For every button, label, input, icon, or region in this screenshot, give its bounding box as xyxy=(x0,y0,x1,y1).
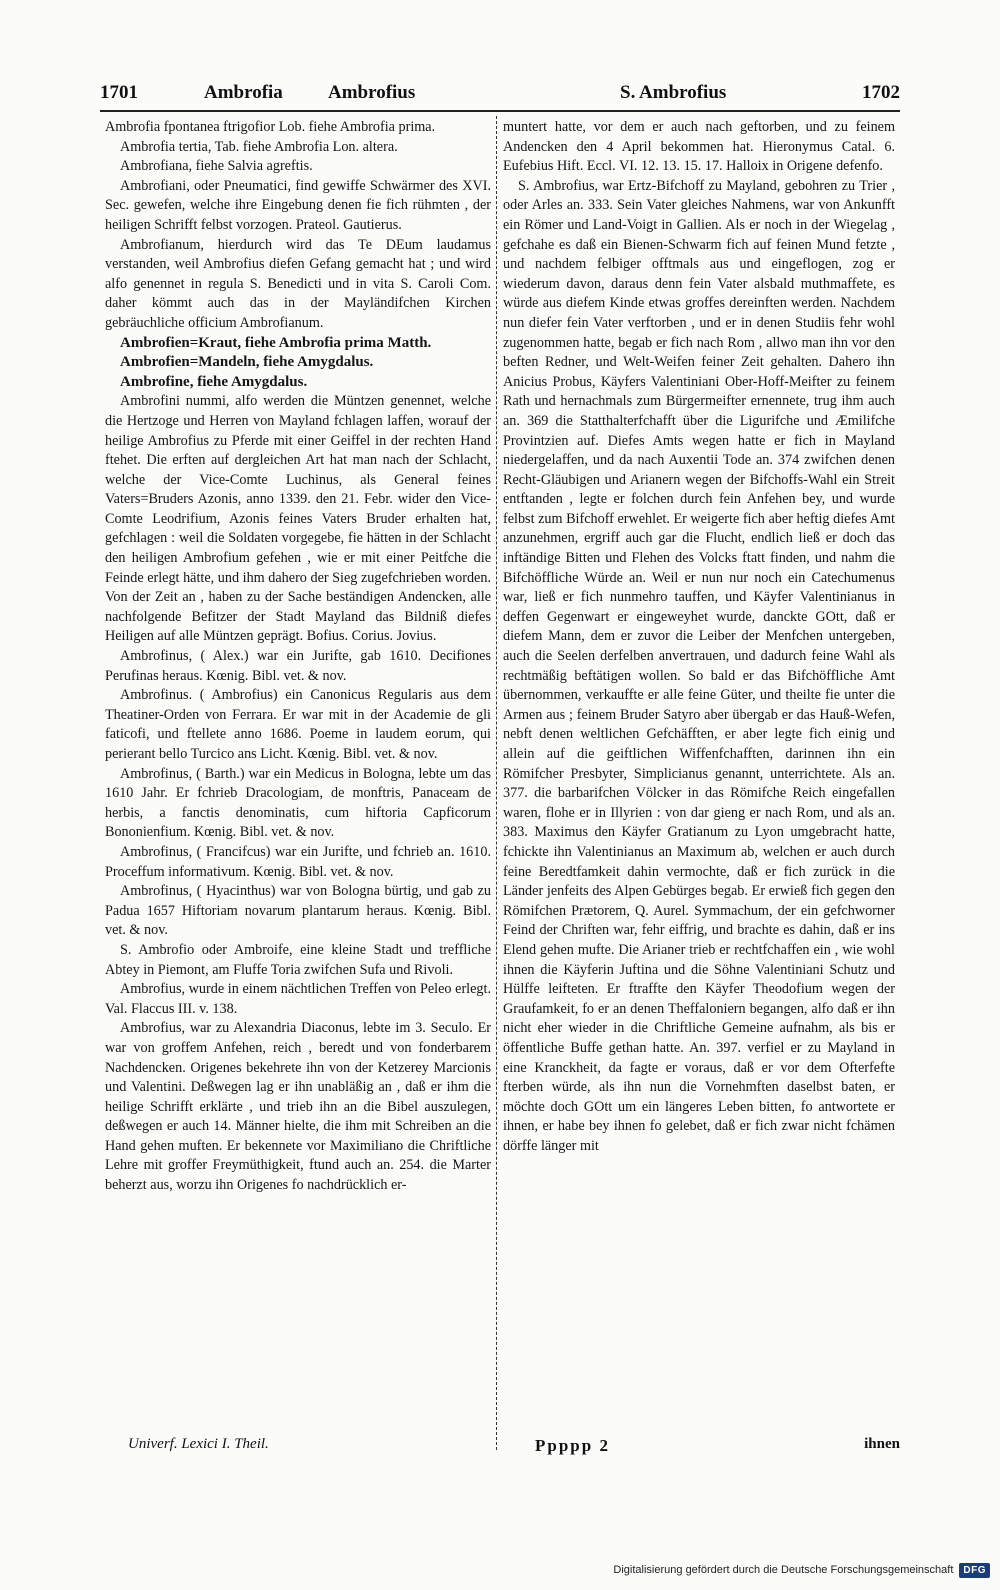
entry-paragraph: Ambrofia fpontanea ftrigofior Lob. fiehe Ambrofia prima. xyxy=(105,119,436,135)
entry-paragraph: S. Ambrofius, war Ertz-Bifchoff zu Mayland, gebohren zu Trier , oder Arles an. 333. Sein Vater gleiches Nahmens, war von Ankunfft ein Römer und Land-Voigt in Gallien. Als er noch in der Wiegelag , gefchahe es daß ein Bienen-Schwarm fich auf feinen Mund fetzte , und nachdem felbiger offtmals aus und eingeflogen, zog er wiederum davon, daraus denn fein Vater alsbald muthmaffete, es würde aus diefem Kinde etwas groffes dereinften werden. Nachdem nun diefer fein Vater verftorben , und er in denen Studiis fehr wohl zugenommen hatte, begab er fich nach Rom , allwo man ihn vor den beften Redner, und Welt-Weifen feiner Zeit gehalten. Dahero ihn Anicius Probus, Käyfers Valentiniani Ober-Hoff-Meifter zu feinem Rath und hernachmals zum Bürgermeifter ernennete, trug ihm auch an. 369 die Statthalterfchafft über die Ligurifche und Æmilifche Provintzien auf. Diefes Amts wegen hatte er fich in Mayland niedergelaffen, und da nach Auxentii Tode an. 374 zwifchen denen Recht-Gläubigen und Arianern wegen der Bifchoffs-Wahl ein Streit entftanden , legte er folchen durch fein Anfehen bey, und wurde felbst zum Bifchoff erwehlet. Er weigerte fich aber heftig diefes Amt anzunehmen, ergriff auch gar die Flucht, endlich ließ er doch das inftändige Bitten und Flehen des Volcks ftatt finden, und nahm die Bifchöffliche Würde an. Weil er nun nur noch ein Catechumenus war, ließ er fich nunmehro tauffen, und Käyfer Valentinianus in deffen Gegenwart er eingeweyhet wurde, danckte GOtt, daß er diefem Mann, dem er zuvor die Leiber der Menfchen untergeben, auch die Seelen derfelben anvertrauen, und dadurch feine Wahl als rechtmäßig beftätigen wollen. So bald er das Bifchöffliche Amt übernommen, verkauffte er alle feine Güter, und theilte fie unter die Armen aus ; feinem Bruder Satyro aber übergab er das Hauß-Wefen, nebft denen weltlichen Gefchäfften, er aber legte fich einig und allein auf die geiftlichen Wiffenfchafften, darinnen ihn ein Römifcher Presbyter, Simplicianus genannt, unterrichtete. Als an. 377. die barbarifchen Völcker in das Römifche Reich eingefallen waren, flohe er in Illyrien : von dar gieng er nach Rom, und als an. 383. Maximus den Käyfer Gratianum zu Lyon umgebracht hatte, fchickte ihn Valentinianus an Maximum ab, welchen er auch durch feine Beredtfamkeit dahin vermochte, daß er fich zurück in die Länder jenfeits des Alpen Gebürges begab. Er erwieß fich gegen den Römifchen Prætorem, Q. Aurel. Symmachum, der ein gefchworner Feind der Chriften war, fehr eiffrig, und brachte es dahin, daß er ins Elend gehen mufte. Die Arianer trieb er rechtfchaffen ein , wie wohl ihnen die Käyferin Juftina und die Söhne Valentiniani Schutz und Hülffe leifteten. Er ftraffte den Käyfer Theodofium wegen der Graufamkeit, fo er an denen Theffaloniern begangen, alfo daß er ihn nicht eher wieder in die Chriftliche Gemeine aufnahm, als bis er öffentliche Buffe gethan hatte. An. 397. verfiel er zu Mayland in eine Kranckheit, da fagte er voraus, daß er vor dem Ofterfefte fterben würde, als ihn nun die Vornehmften daselbst baten, er möchte doch GOtt um ein längeres Leben bitten, fo antwortete er ihnen, er habe bey ihnen fo gelebet, daß er fich zwar nicht fchämen dörffe länger mit xyxy=(503,177,895,1154)
header-rule xyxy=(100,110,900,112)
credit-text: Digitalisierung gefördert durch die Deutsche Forschungsgemeinschaft xyxy=(613,1564,954,1576)
entry-paragraph: S. Ambrofio oder Ambroife, eine kleine Stadt und treffliche Abtey in Piemont, am Fluffe Toria zwifchen Sufa und Rivoli. xyxy=(105,941,491,978)
header-keyword-2: Ambrofius xyxy=(328,82,416,103)
dfg-logo: DFG xyxy=(959,1563,990,1578)
entry-paragraph: Ambrofinus, ( Francifcus) war ein Jurifte, und fchrieb an. 1610. Proceffum informativum. Kœnig. Bibl. vet. & nov. xyxy=(105,843,491,880)
digitization-credit xyxy=(613,1558,990,1582)
sheet-number: Ppppp 2 xyxy=(535,1436,610,1455)
entry-paragraph: Ambrofiana, fiehe Salvia agreftis. xyxy=(120,158,313,175)
signature-line: Univerf. Lexici I. Theil. xyxy=(128,1436,269,1452)
entry-paragraph: Ambrofinus, ( Barth.) war ein Medicus in Bologna, lebte um das 1610 Jahr. Er fchrieb Dracologiam, de monftris, Panaceam de herbis, a fanctis denominatis, cum hiftoria Capficorum Bononienfium. Kœnig. Bibl. vet. & nov. xyxy=(105,765,491,841)
entry-paragraph: Ambrofini nummi, alfo werden die Müntzen genennet, welche die Hertzoge und Herren von Mayland fchlagen laffen, worauf der heilige Ambrofius zu Pferde mit einer Geiffel in der rechten Hand ftehet. Die erften auf dergleichen Art hat man nach der Schlacht, welche der Vice-Comte Luchinus, als General feines Vaters=Bruders Azonis, anno 1339. den 21. Febr. wider den Vice-Comte Leodrifium, Azonis feines Vaters Bruder erhalten hat, gefchlagen : weil die Soldaten vorgegebe, fie hätten in der Schlacht den heiligen Ambrofium gefehen , wie er mit einer Peitfche die Feinde erlegt hätte, und ihm dahero der Sieg zugefchrieben worden. Von der Zeit an , haben zu der Sache beständigen Andencken, alle nachfolgende Befitzer der Stadt Mayland das Bildniß diefes Heiligen auf alle Müntzen geprägt. Bofius. Corius. Jovius. xyxy=(105,393,491,645)
entry-paragraph: Ambrofia tertia, Tab. fiehe Ambrofia Lon. altera. xyxy=(120,138,398,155)
right-column xyxy=(503,118,895,1156)
entry-paragraph: Ambrofinus, ( Alex.) war ein Jurifte, gab 1610. Decifiones Perufinas heraus. Kœnig. Bibl. vet. & nov. xyxy=(105,648,491,684)
entry-paragraph: Ambrofien=Kraut, fiehe Ambrofia prima Matth. xyxy=(120,334,432,351)
entry-paragraph: Ambrofiani, oder Pneumatici, find gewiffe Schwärmer des XVI. Sec. gewefen, welche ihre Eingebung denen fie fich rühmten , der heiligen Schrifft felbst vorzogen. Prateol. Gautierus. xyxy=(105,177,491,233)
entry-paragraph: Ambrofine, fiehe Amygdalus. xyxy=(120,373,308,390)
header-keyword-3: S. Ambrofius xyxy=(620,82,727,103)
page-number-left: 1701 xyxy=(100,82,138,103)
entry-paragraph: muntert hatte, vor dem er auch nach geftorben, und zu feinem Andencken den 4 April bekommen hat. Hieronymus Catal. 6. Eufebius Hift. Eccl. VI. 12. 13. 15. 17. Halloix in Origene defenfo. xyxy=(503,119,895,175)
column-divider xyxy=(496,116,498,1450)
entry-paragraph: Ambrofius, war zu Alexandria Diaconus, lebte im 3. Seculo. Er war von groffem Anfehen, reich , beredt und von fonderbarem Nachdencken. Origenes bekehrete ihn von der Ketzerey Marcionis und Valentini. Deßwegen lag er ihn unabläßig an , daß er ihm die heilige Schrifft erklärte , und trieb ihn an die Bibel auszulegen, deßwegen er auch 14. Männer hielte, die ihm mit Schreiben an die Hand gehen muften. Er bekennete vor Maximiliano die Chriftliche Lehre mit groffer Freymüthigkeit, ftund auch an. 254. die Marter beherzt aus, worzu ihn Origenes fo nachdrücklich er- xyxy=(105,1020,491,1194)
header-keyword-1: Ambrofia xyxy=(204,82,283,103)
left-column xyxy=(105,118,491,1196)
entry-paragraph: Ambrofien=Mandeln, fiehe Amygdalus. xyxy=(120,354,374,371)
catchword: ihnen xyxy=(864,1436,900,1452)
page-number-right: 1702 xyxy=(862,82,900,103)
running-header xyxy=(100,78,900,110)
entry-paragraph: Ambrofius, wurde in einem nächtlichen Treffen von Peleo erlegt. Val. Flaccus III. v. 138. xyxy=(105,981,491,1017)
entry-paragraph: Ambrofianum, hierdurch wird das Te DEum laudamus verstanden, weil Ambrofius diefen Gefang gemacht hat ; und wird alfo genennet in regula S. Benedicti und in vita S. Caroli Com. daher kömmt auch das in der Mayländifchen Kirchen gebräuchliche officium Ambrofianum. xyxy=(105,236,491,331)
page-footer xyxy=(100,1436,900,1464)
entry-paragraph: Ambrofinus. ( Ambrofius) ein Canonicus Regularis aus dem Theatiner-Orden von Ferrara. Er war mit in der Academie de gli faticofi, und ftellete anno 1686. Poeme in laudem eorum, qui perierant bello Turcico ans Licht. Kœnig. Bibl. vet. & nov. xyxy=(105,687,491,762)
entry-paragraph: Ambrofinus, ( Hyacinthus) war von Bologna bürtig, und gab zu Padua 1657 Hiftoriam novarum plantarum heraus. Kœnig. Bibl. vet. & nov. xyxy=(105,883,491,939)
